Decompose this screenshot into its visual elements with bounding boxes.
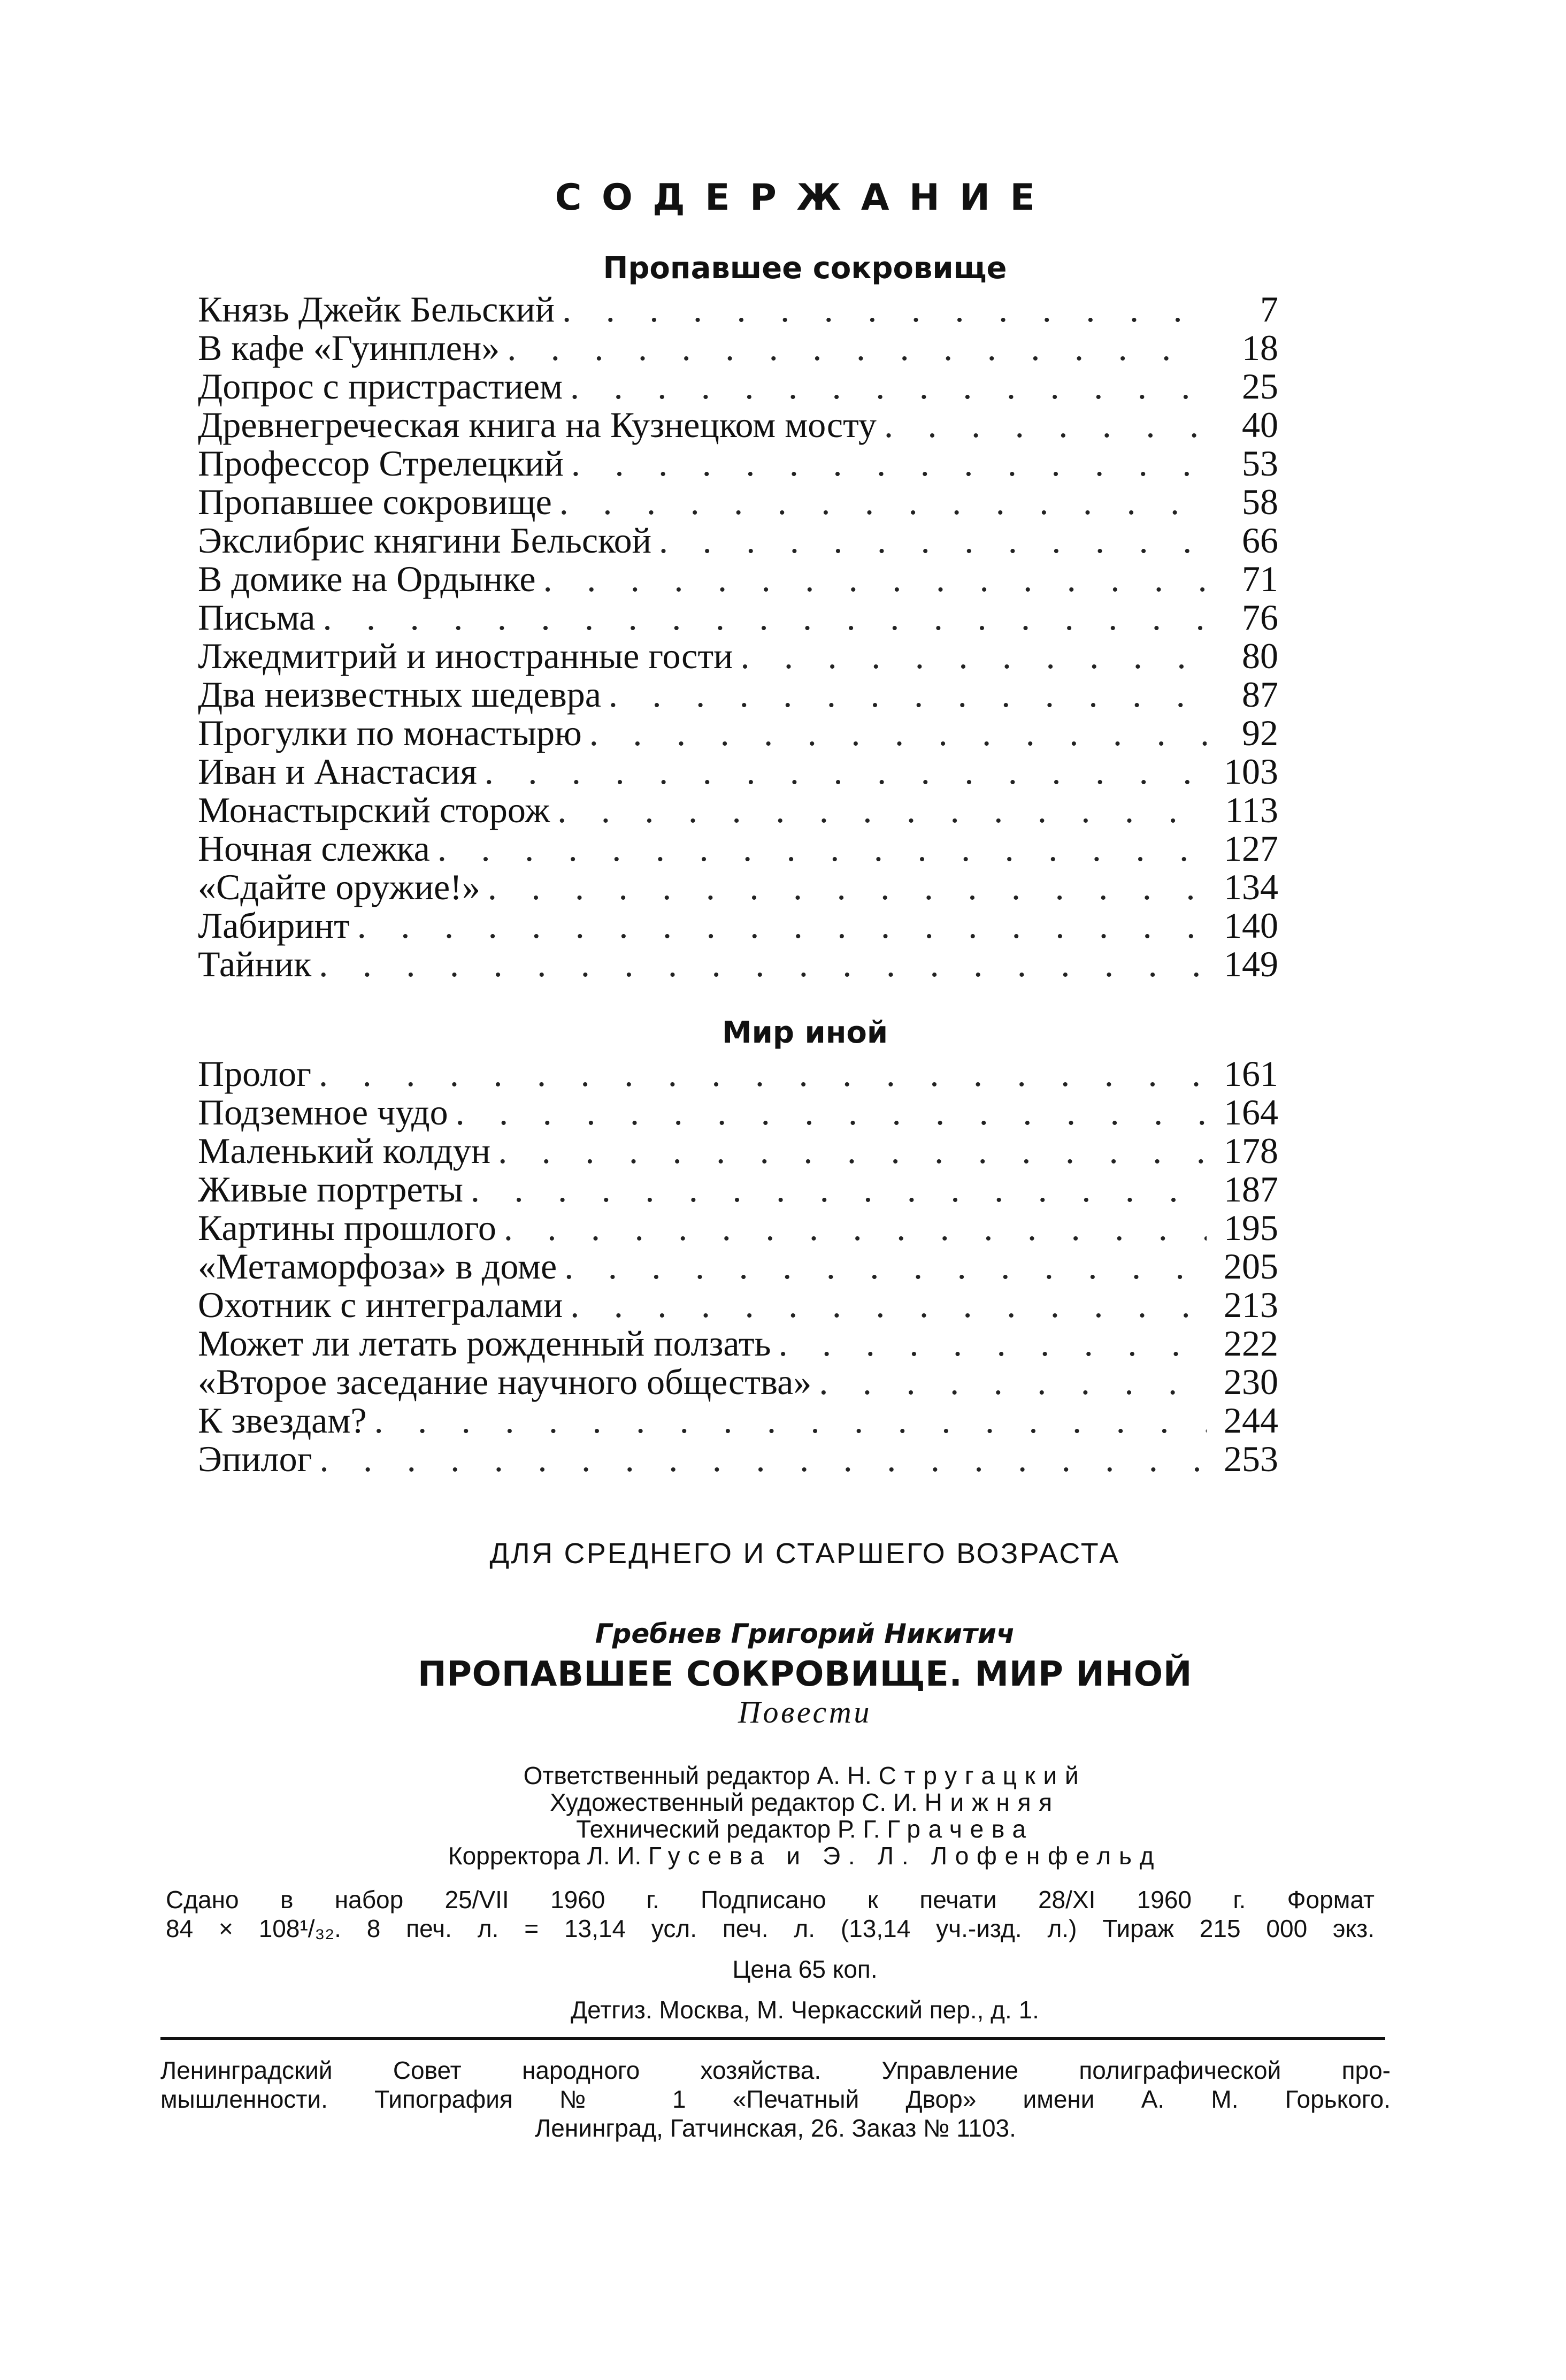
toc-entry-page: 18	[1242, 327, 1278, 368]
dot-leader	[504, 1208, 1207, 1247]
toc-entry-page: 195	[1224, 1207, 1278, 1248]
toc-entry	[198, 752, 1278, 791]
dot-leader	[507, 328, 1207, 367]
toc-entry-page: 87	[1242, 674, 1278, 715]
toc-entry-title: Прогулки по монастырю	[198, 713, 582, 753]
publisher-address: Детгиз. Москва, М. Черкасский пер., д. 1.	[571, 1996, 1039, 2024]
dot-leader	[884, 405, 1207, 444]
toc-entry-page: 253	[1224, 1438, 1278, 1479]
printer-line: Ленинградский Совет народного хозяйства. Управление полиграфической про-	[160, 2056, 1391, 2084]
toc-entry-page: 66	[1242, 520, 1278, 561]
toc-entry-title: «Метаморфоза» в доме	[198, 1246, 557, 1287]
dot-leader	[564, 1247, 1207, 1285]
toc-entry-page: 222	[1224, 1323, 1278, 1364]
audience-label: ДЛЯ СРЕДНЕГО И СТАРШЕГО ВОЗРАСТА	[489, 1537, 1120, 1570]
credit-line	[198, 1842, 1412, 1869]
toc-entry-title: К звездам?	[198, 1400, 367, 1441]
author-name: Гребнев Григорий Никитич	[595, 1618, 1015, 1649]
dot-leader	[374, 1401, 1207, 1440]
dot-leader	[557, 791, 1207, 829]
toc-entry	[198, 829, 1278, 868]
toc-entry	[198, 1440, 1278, 1478]
toc-entry	[198, 675, 1278, 714]
credit-person: Стругацкий	[878, 1762, 1087, 1789]
toc-entry-title: Князь Джейк Бельский	[198, 289, 555, 330]
toc-entry-title: Живые портреты	[198, 1169, 463, 1210]
toc-entry	[198, 637, 1278, 675]
toc-entry-title: Пролог	[198, 1053, 312, 1094]
toc-entry	[198, 1170, 1278, 1208]
toc-entry-page: 213	[1224, 1284, 1278, 1325]
toc-entry-page: 187	[1224, 1169, 1278, 1210]
toc-entry-page: 127	[1224, 828, 1278, 869]
toc-entry-page: 25	[1242, 366, 1278, 407]
table-of-contents	[198, 251, 1412, 1478]
toc-entry-title: Тайник	[198, 944, 312, 984]
toc-entry-title: «Сдайте оружие!»	[198, 867, 480, 907]
toc-entry-title: Лжедмитрий и иностранные гости	[198, 636, 733, 676]
toc-entry-title: Допрос с пристрастием	[198, 366, 563, 407]
toc-entry	[198, 1208, 1278, 1247]
toc-list	[198, 290, 1278, 983]
toc-entry-page: 164	[1224, 1092, 1278, 1132]
credits-block	[198, 1762, 1412, 1869]
credit-line	[198, 1789, 1412, 1816]
dot-leader	[543, 560, 1207, 598]
toc-entry	[198, 560, 1278, 598]
toc-entry-title: Пропавшее сокровище	[198, 481, 552, 522]
dot-leader	[740, 637, 1207, 675]
toc-entry-page: 53	[1242, 443, 1278, 484]
toc-entry-page: 76	[1242, 597, 1278, 638]
toc-entry	[198, 1054, 1278, 1093]
toc-entry-title: Лабиринт	[198, 905, 350, 946]
toc-entry	[198, 1285, 1278, 1324]
toc-entry-title: Может ли летать рожденный ползать	[198, 1323, 771, 1364]
printer-block	[160, 2056, 1391, 2142]
toc-entry-title: Эпилог	[198, 1438, 312, 1479]
toc-entry	[198, 1401, 1278, 1440]
dot-leader	[559, 483, 1207, 521]
toc-entry-page: 244	[1224, 1400, 1278, 1441]
credit-person: Нижняя	[924, 1788, 1060, 1816]
toc-entry-page: 80	[1242, 636, 1278, 676]
toc-entry	[198, 1131, 1278, 1170]
dot-leader	[437, 829, 1207, 868]
dot-leader	[456, 1093, 1207, 1131]
toc-list	[198, 1054, 1278, 1478]
toc-entry-title: Картины прошлого	[198, 1207, 496, 1248]
divider-rule	[160, 2037, 1385, 2040]
dot-leader	[319, 945, 1207, 983]
toc-entry-title: Подземное чудо	[198, 1092, 448, 1132]
toc-entry-title: Маленький колдун	[198, 1130, 491, 1171]
toc-entry	[198, 483, 1278, 521]
price-label: Цена 65 коп.	[732, 1955, 878, 1983]
toc-entry	[198, 868, 1278, 906]
credit-line	[198, 1762, 1412, 1789]
printer-line: мышленности. Типография № 1 «Печатный Двор» имени А. М. Горького.	[160, 2085, 1391, 2113]
toc-entry-title: Монастырский сторож	[198, 790, 550, 830]
imprint-block	[166, 1885, 1375, 1943]
toc-entry	[198, 1363, 1278, 1401]
toc-entry	[198, 1324, 1278, 1363]
toc-entry-page: 230	[1224, 1361, 1278, 1402]
contents-heading: СОДЕРЖАНИЕ	[555, 177, 1055, 219]
section-title: Мир иной	[721, 1015, 888, 1050]
credit-role: Художественный редактор С. И.	[550, 1788, 918, 1816]
dot-leader	[659, 521, 1207, 560]
toc-entry	[198, 444, 1278, 483]
dot-leader	[471, 1170, 1207, 1208]
toc-entry-title: Иван и Анастасия	[198, 751, 477, 792]
dot-leader	[779, 1324, 1207, 1363]
imprint-line: Сдано в набор 25/VII 1960 г. Подписано к печати 28/XI 1960 г. Формат	[166, 1886, 1375, 1914]
toc-entry-title: Экслибрис княгини Бельской	[198, 520, 652, 561]
dot-leader	[488, 868, 1207, 906]
dot-leader	[571, 444, 1207, 483]
credit-role: Ответственный редактор А. Н.	[523, 1762, 872, 1789]
credit-role: Корректора Л. И.	[448, 1842, 642, 1870]
toc-entry-page: 149	[1224, 944, 1278, 984]
book-page	[160, 177, 1412, 2142]
credit-person: Грачева	[887, 1815, 1034, 1843]
book-title: ПРОПАВШЕЕ СОКРОВИЩЕ. МИР ИНОЙ	[417, 1655, 1193, 1694]
toc-entry	[198, 521, 1278, 560]
toc-entry-title: Охотник с интегралами	[198, 1284, 563, 1325]
dot-leader	[498, 1131, 1207, 1170]
dot-leader	[609, 675, 1207, 714]
genre-label: Повести	[738, 1695, 872, 1729]
toc-entry-title: В домике на Ордынке	[198, 558, 536, 599]
toc-entry-page: 113	[1225, 790, 1278, 830]
credit-line	[198, 1816, 1412, 1842]
toc-entry	[198, 791, 1278, 829]
toc-entry-title: Ночная слежка	[198, 828, 430, 869]
toc-entry	[198, 405, 1278, 444]
toc-entry-title: Профессор Стрелецкий	[198, 443, 564, 484]
toc-entry-title: Древнегреческая книга на Кузнецком мосту	[198, 404, 877, 445]
toc-entry-title: Два неизвестных шедевра	[198, 674, 601, 715]
toc-entry	[198, 714, 1278, 752]
toc-entry-page: 71	[1242, 558, 1278, 599]
toc-entry-page: 40	[1242, 404, 1278, 445]
toc-entry-page: 140	[1224, 905, 1278, 946]
toc-entry	[198, 290, 1278, 328]
toc-entry-page: 134	[1224, 867, 1278, 907]
dot-leader	[323, 598, 1207, 637]
toc-entry-page: 92	[1242, 713, 1278, 753]
toc-entry	[198, 328, 1278, 367]
dot-leader	[589, 714, 1207, 752]
credit-person: Гусева и Э. Л. Лофенфельд	[648, 1842, 1162, 1870]
toc-entry-page: 178	[1224, 1130, 1278, 1171]
imprint-line: 84 × 108¹/₃₂. 8 печ. л. = 13,14 усл. печ. л. (13,14 уч.-изд. л.) Тираж 215 000 экз.	[166, 1915, 1375, 1942]
toc-entry-title: «Второе заседание научного общества»	[198, 1361, 812, 1402]
toc-entry	[198, 367, 1278, 405]
toc-entry	[198, 1247, 1278, 1285]
toc-entry-page: 161	[1224, 1053, 1278, 1094]
toc-entry	[198, 945, 1278, 983]
dot-leader	[319, 1054, 1207, 1093]
toc-entry	[198, 598, 1278, 637]
dot-leader	[570, 367, 1207, 405]
toc-entry-page: 205	[1224, 1246, 1278, 1287]
dot-leader	[485, 752, 1207, 791]
toc-entry-page: 103	[1224, 751, 1278, 792]
credit-role: Технический редактор Р. Г.	[576, 1815, 880, 1843]
toc-entry	[198, 906, 1278, 945]
toc-entry-title: Письма	[198, 597, 316, 638]
dot-leader	[570, 1285, 1207, 1324]
dot-leader	[562, 290, 1207, 328]
toc-entry-page: 7	[1260, 289, 1278, 330]
toc-entry	[198, 1093, 1278, 1131]
dot-leader	[819, 1363, 1207, 1401]
dot-leader	[357, 906, 1207, 945]
toc-entry-page: 58	[1242, 481, 1278, 522]
section-title: Пропавшее сокровище	[603, 251, 1007, 286]
dot-leader	[320, 1440, 1207, 1478]
printer-line: Ленинград, Гатчинская, 26. Заказ № 1103.	[535, 2114, 1016, 2142]
toc-entry-title: В кафе «Гуинплен»	[198, 327, 500, 368]
